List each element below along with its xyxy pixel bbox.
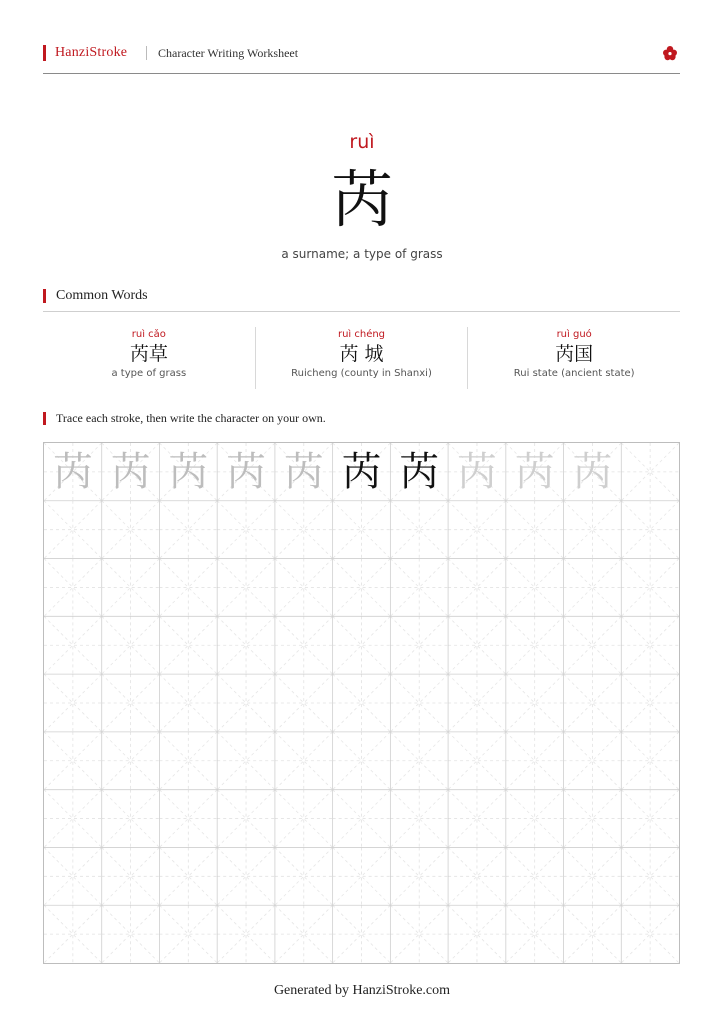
trace-glyph: 芮 (514, 448, 555, 495)
stroke-step-glyph: 芮 (283, 448, 324, 495)
stroke-step-cell (275, 443, 333, 501)
word-item (43, 327, 256, 389)
flower-icon (662, 45, 678, 61)
trace-copy-cell (506, 443, 564, 501)
header-separator (146, 46, 147, 60)
trace-glyph: 芮 (456, 448, 497, 495)
worksheet-subtitle: Character Writing Worksheet (158, 46, 299, 60)
common-words-list (43, 327, 680, 389)
word-item (468, 327, 680, 389)
stroke-step-glyph: 芮 (226, 448, 267, 495)
word-hanzi: 芮国 (555, 343, 594, 365)
word-hanzi: 芮 城 (339, 343, 384, 365)
word-hanzi: 芮草 (129, 343, 168, 365)
word-pinyin: ruì cǎo (131, 329, 166, 340)
trace-copy-cell (448, 443, 506, 501)
word-item (256, 327, 469, 389)
trace-glyph: 芮 (572, 448, 613, 495)
word-pinyin: ruì chéng (337, 329, 386, 340)
common-words-heading: Common Words (43, 288, 148, 304)
stroke-step-glyph: 芮 (399, 448, 440, 495)
section-divider (43, 311, 680, 312)
grid-lines (44, 443, 679, 963)
stroke-step-glyph: 芮 (341, 448, 382, 495)
stroke-step-cell (390, 443, 448, 501)
stroke-step-cell (44, 443, 102, 501)
brand-accent-bar (43, 45, 46, 61)
trace-copy-cell (563, 443, 621, 501)
word-meaning: Rui state (ancient state) (513, 368, 635, 379)
stroke-order-row (44, 443, 621, 501)
stroke-step-glyph: 芮 (168, 448, 209, 495)
stroke-step-cell (333, 443, 391, 501)
stroke-step-glyph: 芮 (52, 448, 93, 495)
practice-instruction: Trace each stroke, then write the character on your own. (43, 411, 326, 426)
stroke-step-cell (159, 443, 217, 501)
character-pinyin: ruì (349, 131, 375, 153)
stroke-step-cell (102, 443, 160, 501)
stroke-step-glyph: 芮 (110, 448, 151, 495)
word-meaning: Ruicheng (county in Shanxi) (291, 368, 432, 379)
worksheet-header (43, 44, 680, 74)
word-meaning: a type of grass (111, 368, 187, 379)
footer-credit: Generated by HanziStroke.com (273, 983, 451, 998)
stroke-step-cell (217, 443, 275, 501)
practice-grid[interactable] (43, 442, 680, 964)
word-pinyin: ruì guó (556, 329, 592, 340)
brand-name[interactable]: HanziStroke (55, 45, 128, 60)
character-hanzi: 芮 (330, 163, 393, 236)
character-meaning: a surname; a type of grass (281, 247, 443, 261)
